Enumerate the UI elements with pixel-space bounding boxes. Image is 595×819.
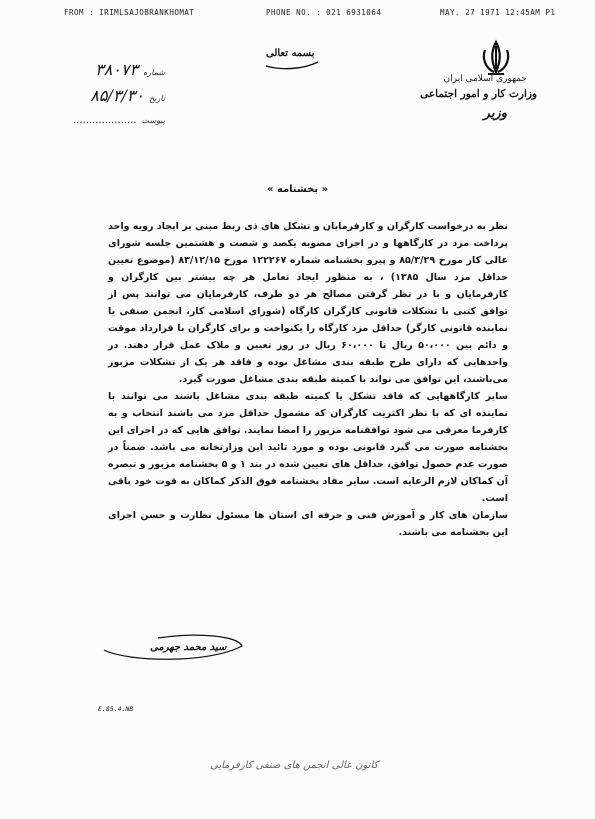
letterhead-republic: جمهوری اسلامی ایران bbox=[443, 74, 527, 84]
letterhead-ministry: وزارت کار و امور اجتماعی bbox=[420, 88, 537, 100]
number-value: ۳۸۰۷۳ bbox=[95, 60, 139, 79]
attachment-value: .................... bbox=[72, 115, 137, 126]
date-label: تاریخ bbox=[149, 94, 165, 103]
letterhead-minister: وزیر bbox=[483, 106, 507, 121]
letter-attachment bbox=[73, 108, 165, 127]
letter-date bbox=[90, 86, 165, 105]
date-value: ۸۵/۳/۳۰ bbox=[90, 86, 144, 105]
fax-phone: PHONE NO. : 021 6931064 bbox=[266, 8, 382, 17]
paragraph: سازمان های کار و آموزش فنی و حرفه ای استان ها مسئول نظارت و حسن اجرای این بخشنامه می باشند. bbox=[108, 510, 508, 538]
fax-datetime: MAY. 27 1971 12:45AM P1 bbox=[440, 8, 556, 17]
number-label: شماره bbox=[143, 68, 165, 77]
fax-sender: FROM : IRIMLSAJOBRANKHOMAT bbox=[64, 8, 195, 17]
attachment-label: پیوست bbox=[141, 116, 165, 125]
letter-body bbox=[108, 218, 508, 541]
signature-name: سید محمد جهرمی bbox=[150, 642, 227, 653]
circular-title: « بخشنامه » bbox=[266, 184, 329, 195]
paragraph: نظر به درخواست کارگران و کارفرمایان و تشکل های ذی ربط مبنی بر ایجاد رویه واحد پرداخت مزد در کارگاهها و در اجرای مصوبه یکصد و شصت و هشتمین جلسه شورای عالی کار مورخ ۸۵/۳/۲۹ و پیرو بخشنامه شماره ۱۲۲۲۶۷ مورخ ۸۳/۱۲/۱۵ (موضوع تعیین حداقل مزد سال ۱۳۸۵) ، به منظور ایجاد تعامل هر چه بیشتر بین کارگران و کارفرمایان و با در نظر گرفتن مصالح هر دو طرف، کارفرمایان می توانند پس از توافق کتبی با تشکلات قانونی کارگران کارگاه (شورای اسلامی کار، انجمن صنفی یا نماینده قانونی کارگر) حداقل مزد کارگاه را یکنواخت و برای کارگران با قرارداد موقت و دائم بین ۵۰،۰۰۰ ریال تا ۶۰،۰۰۰ ریال در روز تعیین و ملاک عمل قرار دهند. در واحدهایی که دارای طرح طبقه بندی مشاغل بوده و فاقد هر یک از تشکلات مزبور می‌باشند، این توافق می تواند با کمیته طبقه بندی مشاغل صورت گیرد. bbox=[108, 221, 508, 385]
iran-emblem-icon bbox=[476, 38, 516, 78]
paragraph: سایر کارگاههایی که فاقد تشکل یا کمیته طبقه بندی مشاغل باشند می توانند با نماینده ای که با نظر اکثریت کارگران که مشمول حداقل مزد می باشند انتخاب و به کارفرما معرفی می شود توافقنامه مزبور را امضا نمایند. توافق هایی که در اجرای این بخشنامه صورت می گیرد قانونی بوده و مورد تائید این وزارتخانه می باشد. ضمناً در صورت عدم حصول توافق، حداقل های تعیین شده در بند ۱ و ۵ بخشنامه مزبور و تبصره آن کماکان لازم الرعایه است. سایر مفاد بخشنامه فوق الذکر کماکان به قوت خود باقی است. bbox=[108, 391, 508, 504]
bismillah-header: بسمه تعالی bbox=[266, 48, 315, 59]
letter-number bbox=[95, 60, 165, 79]
handwritten-note: کانون عالی انجمن های صنفی کارفرمایی bbox=[210, 760, 379, 771]
bismillah-flourish bbox=[262, 50, 322, 70]
document-code: E.85.4.NB bbox=[98, 705, 134, 713]
